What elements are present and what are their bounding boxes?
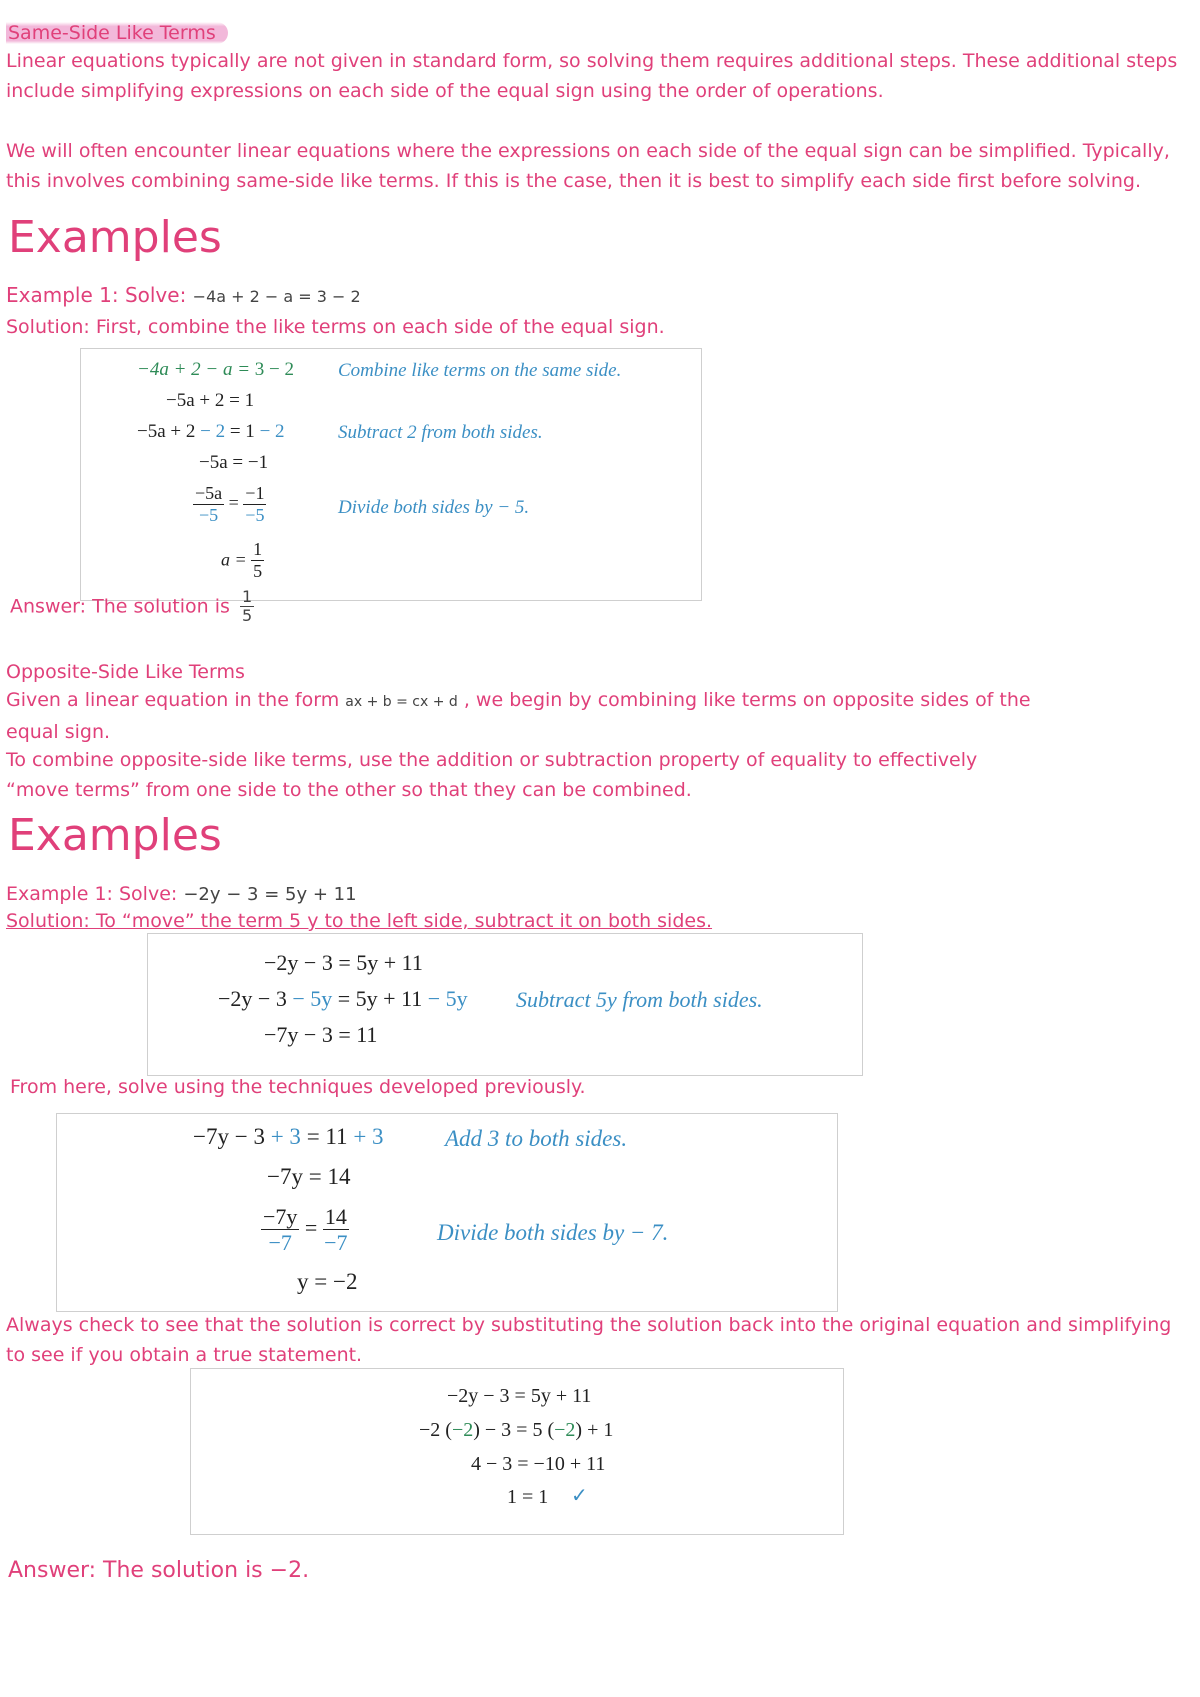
box3-line2: −2 (−2) − 3 = 5 (−2) + 1 xyxy=(419,1419,614,1441)
box2-note1: Add 3 to both sides. xyxy=(445,1126,628,1151)
step1: −4a + 2 − a = 3 − 2 xyxy=(137,359,295,380)
example1-solution-text: Solution: First, combine the like terms on each side of the equal sign. xyxy=(6,316,665,338)
paragraph-intro: Linear equations typically are not given in standard form, so solving them requires additional steps. These additional steps include simplifying expressions on each side of the equal sign using the order of operations. xyxy=(6,50,1178,102)
step3: −5a + 2 − 2 = 1 − 2 xyxy=(137,421,285,442)
note-combine: Combine like terms on the same side. xyxy=(338,360,622,381)
box1-note: Subtract 5y from both sides. xyxy=(516,987,763,1012)
paragraph-opposite-move: To combine opposite-side like terms, use the addition or subtraction property of equality to effectively “move terms” from one side to the other so that they can be combined. xyxy=(6,749,978,801)
step2: −5a + 2 = 1 xyxy=(166,390,255,411)
step5: $\frac{-5a}{-5}$ = $\frac{-1}{-5}$ xyxy=(195,483,265,525)
example2-equation: −2y − 3 = 5y + 11 xyxy=(183,884,357,905)
heading-highlight: Same-Side Like Terms xyxy=(6,22,228,44)
examples-title-2: Examples xyxy=(8,810,222,861)
form-equation: ax + b = cx + d xyxy=(345,694,458,710)
box2-line4: y = −2 xyxy=(297,1269,358,1294)
box3-line4: 1 = 1 xyxy=(507,1486,549,1508)
example2-answer: Answer: The solution is −2. xyxy=(8,1558,310,1583)
step4: −5a = −1 xyxy=(199,452,269,473)
box2-line1: −7y − 3 + 3 = 11 + 3 xyxy=(193,1124,384,1149)
example1-equation: −4a + 2 − a = 3 − 2 xyxy=(192,287,361,306)
example1-answer: Answer: The solution is $\frac{1}{5}$ xyxy=(10,587,253,626)
example2-box2 xyxy=(56,1113,838,1312)
section-heading-same-side xyxy=(6,18,228,48)
examples-title: Examples xyxy=(8,212,222,263)
from-here-text: From here, solve using the techniques developed previously. xyxy=(10,1076,586,1098)
example2-box1 xyxy=(147,933,863,1076)
box3-line3: 4 − 3 = −10 + 11 xyxy=(471,1453,606,1475)
paragraph-same-side: We will often encounter linear equations where the expressions on each side of the equal sign can be simplified. Typically, this involves combining same-side like terms. If this is the case, then it is best to simplify each side first before solving. xyxy=(6,140,1170,192)
example1-label-line xyxy=(6,280,361,312)
box2-line3: $\frac{-7y}{-7}$ = $\frac{14}{-7}$ xyxy=(263,1204,348,1256)
note-subtract: Subtract 2 from both sides. xyxy=(338,422,543,443)
box3-line1: −2y − 3 = 5y + 11 xyxy=(447,1385,592,1407)
box2-note2: Divide both sides by − 7. xyxy=(437,1220,669,1245)
example2-box3 xyxy=(190,1368,844,1535)
box1-line2: −2y − 3 − 5y = 5y + 11 − 5y xyxy=(218,986,468,1011)
example2-solution-text: Solution: To “move” the term 5 y to the left side, subtract it on both sides. xyxy=(6,910,713,932)
checkmark-icon: ✓ xyxy=(571,1485,588,1507)
paragraph-opposite-form: Given a linear equation in the form ax + b = cx + d , we begin by combining like terms on opposite sides of the equal sign. xyxy=(6,689,1031,743)
check-paragraph: Always check to see that the solution is correct by substituting the solution back into the original equation and simplifying to see if you obtain a true statement. xyxy=(6,1314,1172,1366)
box1-line3: −7y − 3 = 11 xyxy=(264,1022,378,1047)
box2-line2: −7y = 14 xyxy=(267,1164,351,1189)
box1-line1: −2y − 3 = 5y + 11 xyxy=(264,950,423,975)
example2-label-line: Example 1: Solve: −2y − 3 = 5y + 11 xyxy=(6,883,357,905)
section-heading-opposite-side: Opposite-Side Like Terms xyxy=(6,661,245,683)
example1-label: Example 1: Solve: xyxy=(6,283,187,307)
example1-steps-box xyxy=(80,348,702,601)
step6: a = $\frac{1}{5}$ xyxy=(221,539,263,581)
note-divide: Divide both sides by − 5. xyxy=(338,497,530,518)
